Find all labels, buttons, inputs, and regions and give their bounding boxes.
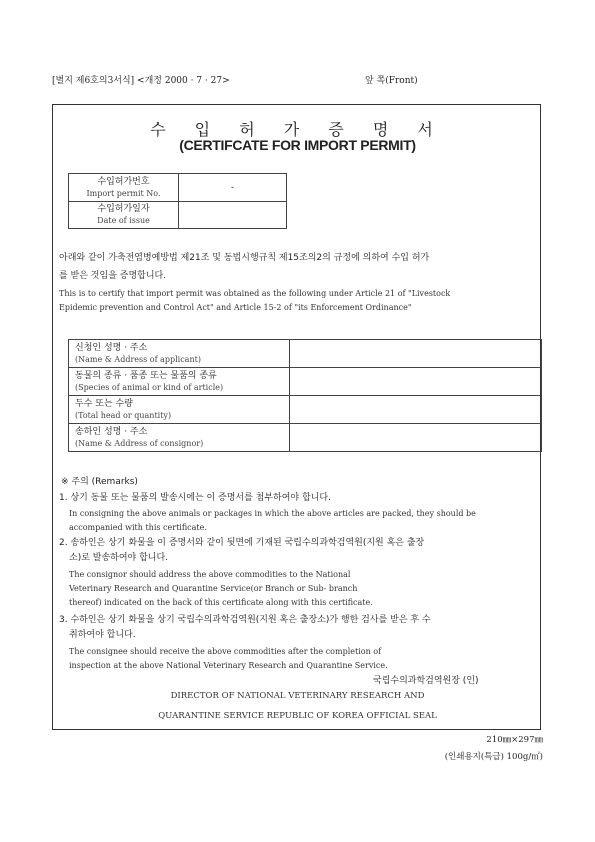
signature-english-line1: DIRECTOR OF NATIONAL VETERINARY RESEARCH AND: [170, 691, 425, 701]
quantity-label: 두수 또는 수량 (Total head or quantity): [69, 396, 290, 424]
details-table: [68, 339, 542, 452]
remark-2-english: The consignor should address the above commodities to the National Veterinary Research and Quarantine Service(or Branch or Sub- branch thereof) indicated on the back of this certificate along with this certificate.: [69, 570, 373, 607]
remark-1-korean: 1. 상기 동물 또는 물품의 발송시에는 이 증명서를 첨부하여야 합니다.: [59, 493, 331, 503]
permit-table: [68, 173, 287, 229]
permit-date-label: 수입허가일자 Date of issue: [69, 202, 179, 229]
permit-number-label: 수입허가번호 Import permit No.: [69, 174, 179, 202]
quantity-value[interactable]: [290, 396, 542, 424]
applicant-value[interactable]: [290, 340, 542, 368]
remark-1-english: In consigning the above animals or packages in which the above articles are packed, they should be accompanied with this certificate.: [69, 509, 476, 532]
title-english: (CERTIFCATE FOR IMPORT PERMIT): [179, 137, 416, 153]
certify-english: This is to certify that import permit was obtained as the following under Article 21 of "Livestock Epidemic prevention and Control Act" and Article 15-2 of "its Enforcement Ordinance": [59, 289, 451, 312]
consignor-value[interactable]: [290, 424, 542, 452]
paper-size: 210㎜×297㎜: [486, 735, 543, 745]
permit-number-value[interactable]: -: [179, 174, 287, 202]
signature-english-line2: QUARANTINE SERVICE REPUBLIC OF KOREA OFFICIAL SEAL: [158, 711, 437, 721]
applicant-label: 신청인 성명 · 주소 (Name & Address of applicant): [69, 340, 290, 368]
remark-3-korean: 3. 수하인은 상기 화물을 상기 국립수의과학검역원(지원 혹은 출장소)가 행한 검사를 받은 후 수 취하여야 합니다.: [59, 615, 431, 640]
title-korean: 수 입 허 가 증 명 서: [150, 120, 445, 139]
remark-3-english: The consignee should receive the above commodities after the completion of inspection at the above National Veterinary Research and Quarantine Service.: [69, 647, 388, 670]
remarks-heading: ※ 주의 (Remarks): [61, 477, 138, 487]
certify-korean: 아래와 같이 가축전염병예방법 제21조 및 동법시행규칙 제15조의2의 규정에 의하여 수입 허가 를 받은 것임을 증명합니다.: [59, 253, 430, 281]
remark-2-korean: 2. 송하인은 상기 화물을 이 증명서와 같이 뒷면에 기재된 국립수의과학검역원(지원 혹은 출장 소)로 발송하여야 합니다.: [59, 538, 425, 563]
page-side-label: 앞 쪽(Front): [365, 76, 418, 86]
form-reference: [별지 제6호의3서식] <개정 2000 · 7 · 27>: [52, 76, 230, 86]
signature-korean: 국립수의과학검역원장 (인): [373, 676, 479, 686]
permit-date-value[interactable]: [179, 202, 287, 229]
species-label: 동물의 종류 · 품종 또는 물품의 종류 (Species of animal or kind of article): [69, 368, 290, 396]
paper-spec: (인쇄용지(특급) 100g/㎡): [444, 752, 543, 762]
certificate-frame: [52, 104, 541, 730]
consignor-label: 송하인 성명 · 주소 (Name & Address of consignor): [69, 424, 290, 452]
species-value[interactable]: [290, 368, 542, 396]
